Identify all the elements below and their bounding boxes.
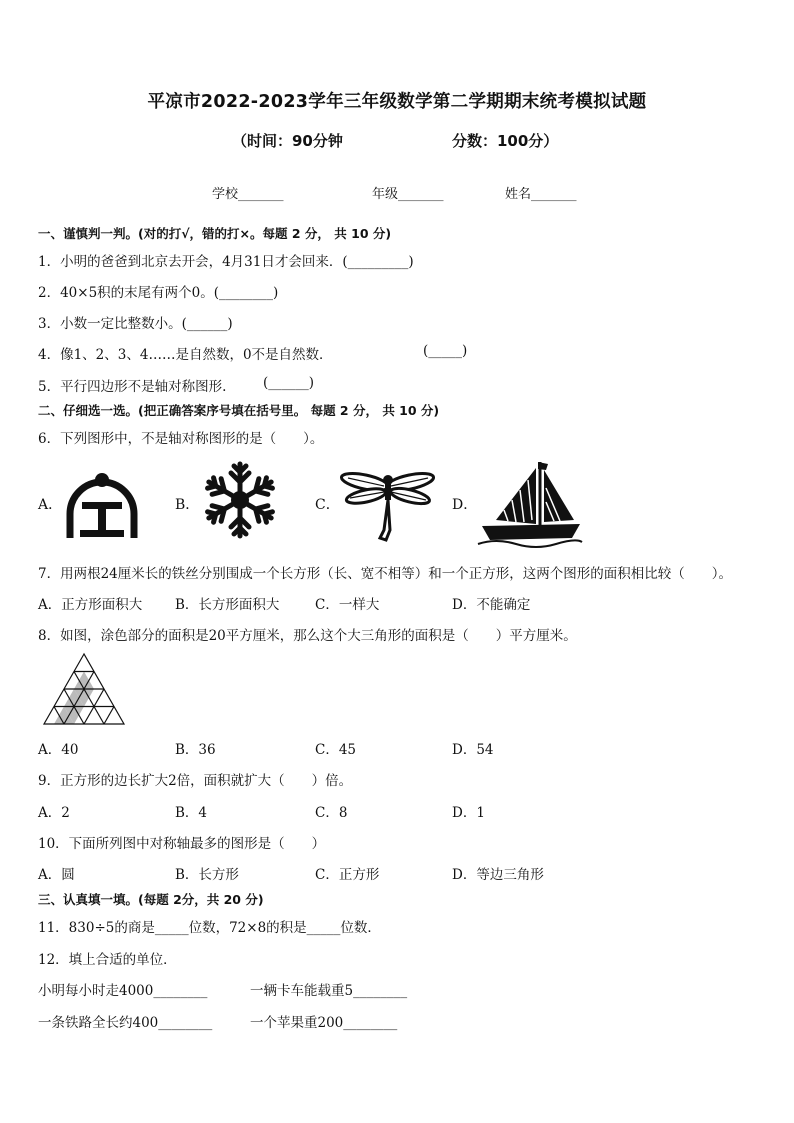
triangle-grid-figure xyxy=(44,654,124,724)
q12-item-3[interactable]: 一条铁路全长约400________ xyxy=(38,1015,213,1031)
q7-option-c[interactable]: C．一样大 xyxy=(315,597,380,613)
q7-option-b[interactable]: B．长方形面积大 xyxy=(175,597,280,613)
question-4: 4．像1、2、3、4……是自然数，0不是自然数． xyxy=(38,347,333,363)
question-9: 9．正方形的边长扩大2倍，面积就扩大（ ）倍。 xyxy=(38,773,353,789)
q8-option-a[interactable]: A．40 xyxy=(38,742,79,758)
section2-heading: 二、仔细选一选。(把正确答案序号填在括号里。 每题 2 分， 共 10 分) xyxy=(38,403,440,418)
question-5-blank[interactable]: (______) xyxy=(263,375,315,391)
question-8: 8．如图，涂色部分的面积是20平方厘米，那么这个大三角形的面积是（ ）平方厘米。 xyxy=(38,628,577,644)
q8-option-b[interactable]: B．36 xyxy=(175,742,216,758)
snowflake-figure xyxy=(200,460,280,540)
q8-option-c[interactable]: C．45 xyxy=(315,742,357,758)
subway-symbol-figure xyxy=(62,462,142,542)
q9-option-d[interactable]: D．1 xyxy=(452,805,485,821)
q12-item-2[interactable]: 一辆卡车能载重5________ xyxy=(250,983,408,999)
q6-option-d-label[interactable]: D． xyxy=(452,497,478,513)
question-12: 12．填上合适的单位． xyxy=(38,952,177,968)
q10-option-c[interactable]: C．正方形 xyxy=(315,867,380,883)
q10-option-b[interactable]: B．长方形 xyxy=(175,867,239,883)
grade-field[interactable]: 年级_______ xyxy=(372,187,444,202)
q10-option-d[interactable]: D．等边三角形 xyxy=(452,867,544,883)
question-3: 3．小数一定比整数小。(______) xyxy=(38,316,233,332)
question-6: 6．下列图形中，不是轴对称图形的是（ ）。 xyxy=(38,431,324,447)
q6-option-a-label[interactable]: A． xyxy=(38,497,63,513)
q12-item-4[interactable]: 一个苹果重200________ xyxy=(250,1015,398,1031)
q12-item-1[interactable]: 小明每小时走4000________ xyxy=(38,983,208,999)
question-5: 5．平行四边形不是轴对称图形. xyxy=(38,379,227,395)
question-2: 2．40×5积的末尾有两个0。(________) xyxy=(38,285,279,301)
q9-option-b[interactable]: B．4 xyxy=(175,805,208,821)
school-field[interactable]: 学校_______ xyxy=(212,187,284,202)
q10-option-a[interactable]: A．圆 xyxy=(38,867,75,883)
q9-option-c[interactable]: C．8 xyxy=(315,805,348,821)
exam-score: 分数：100分） xyxy=(452,132,559,150)
question-4-blank[interactable]: (_____) xyxy=(423,343,468,359)
q9-option-a[interactable]: A．2 xyxy=(38,805,70,821)
sailboat-figure xyxy=(476,458,584,548)
dragonfly-figure xyxy=(340,460,435,542)
q8-option-d[interactable]: D．54 xyxy=(452,742,494,758)
page-title: 平凉市2022-2023学年三年级数学第二学期期末统考模拟试题 xyxy=(147,92,647,112)
question-10: 10．下面所列图中对称轴最多的图形是（ ） xyxy=(38,836,326,852)
q6-option-b-label[interactable]: B． xyxy=(175,497,200,513)
question-1: 1．小明的爸爸到北京去开会，4月31日才会回来．(_________) xyxy=(38,254,414,270)
name-field[interactable]: 姓名_______ xyxy=(505,187,577,202)
q6-option-c-label[interactable]: C． xyxy=(315,497,340,513)
question-11: 11．830÷5的商是_____位数，72×8的积是_____位数． xyxy=(38,920,381,936)
section3-heading: 三、认真填一填。(每题 2分，共 20 分) xyxy=(38,892,264,907)
section1-heading: 一、谨慎判一判。(对的打√，错的打×。每题 2 分， 共 10 分) xyxy=(38,226,392,241)
q7-option-d[interactable]: D．不能确定 xyxy=(452,597,531,613)
q7-option-a[interactable]: A．正方形面积大 xyxy=(38,597,143,613)
question-7: 7．用两根24厘米长的铁丝分别围成一个长方形（长、宽不相等）和一个正方形，这两个图形的面积相比较（ ）。 xyxy=(38,566,733,582)
exam-time: （时间：90分钟 xyxy=(232,132,343,150)
